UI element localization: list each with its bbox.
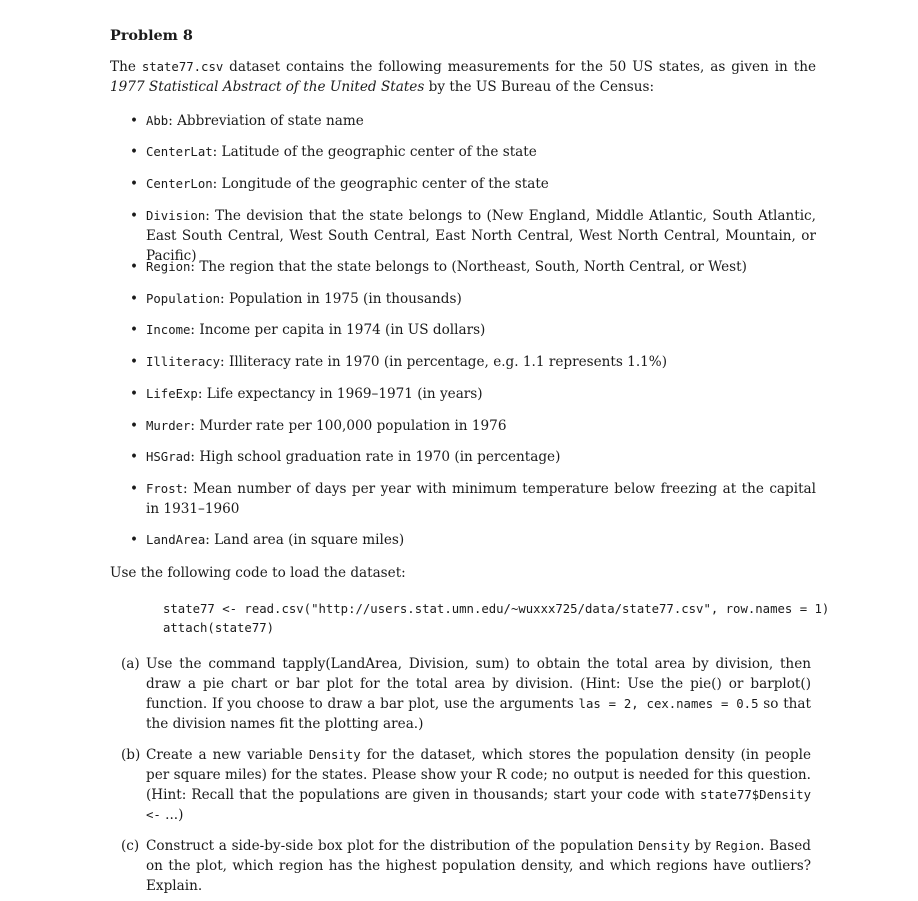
variable-desc: : High school graduation rate in 1970 (in percentage) [190,449,561,465]
part-text: for the dataset, which stores the population density (in people per square miles) for the states. Please show your R code; no output is needed for this question. (Hint: Recall that the populations are given in thousands; start your code with [146,747,811,803]
part-label: (c) [121,838,140,854]
code-line-2: attach(state77) [163,621,275,635]
bullet-icon: • [130,144,139,160]
variable-desc: : Population in 1975 (in thousands) [220,291,462,307]
bullet-icon: • [130,386,139,402]
inline-code: Density [308,748,361,762]
bullet-icon: • [130,259,139,275]
variable-name: Region [146,260,191,274]
part-label: (a) [121,656,140,672]
variable-name: CenterLon [146,177,213,191]
code-line-1: state77 <- read.csv("http://users.stat.umn.edu/~wuxxx725/data/state77.csv", row.names = 1) [163,602,830,616]
intro-paragraph [110,57,816,97]
problem-title: Problem 8 [110,27,193,44]
part-text: ...) [160,807,184,823]
bullet-icon: • [130,449,139,465]
part-text: Use the command tapply(LandArea, Division, sum) to obtain the total area by division, then draw a pie chart or bar plot for the total area by division. (Hint: Use the pie() or barplot() function. If you choose to draw a bar plot, use the arguments [146,656,811,712]
inline-code: Region [715,839,761,853]
variable-name: LandArea [146,533,206,547]
part-text: Construct a side-by-side box plot for the distribution of the population [146,838,639,854]
variable-name: Population [146,292,221,306]
inline-code: state77$Density <- [146,788,811,822]
variable-desc: : Income per capita in 1974 (in US dollars) [190,322,486,338]
variable-name: Abb [146,114,169,128]
variable-name: Murder [146,419,191,433]
variable-desc: : Land area (in square miles) [205,532,405,548]
variable-name: Frost [146,482,184,496]
dataset-filename: state77.csv [141,60,224,74]
intro-text-2: dataset contains the following measurements for the 50 US states, as given in the [223,59,816,75]
variable-name: Division [146,209,206,223]
bullet-icon: • [130,481,139,497]
intro-text-3: by the US Bureau of the Census: [424,79,655,95]
variable-desc: : Murder rate per 100,000 population in 1976 [190,418,507,434]
variable-name: LifeExp [146,387,198,401]
bullet-icon: • [130,532,139,548]
bullet-icon: • [130,113,139,129]
part-label: (b) [121,747,141,763]
load-instruction: Use the following code to load the dataset: [110,565,406,581]
part-text: Create a new variable [146,747,309,763]
variable-desc: : The region that the state belongs to (Northeast, South, North Central, or West) [190,259,747,275]
intro-text-1: The [110,59,142,75]
variable-desc: : Illiteracy rate in 1970 (in percentage, e.g. 1.1 represents 1.1%) [220,354,668,370]
variable-desc: : Mean number of days per year with minimum temperature below freezing at the capital in 1931–1960 [146,481,816,517]
variable-desc: : Longitude of the geographic center of the state [212,176,549,192]
variable-desc: : Life expectancy in 1969–1971 (in years) [197,386,483,402]
part-text: . Based on the plot, which region has the highest population density, and which regions have outliers? Explain. [146,838,811,894]
part-text: by [690,838,716,854]
bullet-icon: • [130,176,139,192]
variable-desc: : Latitude of the geographic center of the state [212,144,537,160]
variable-name: Income [146,323,191,337]
variable-name: CenterLat [146,145,213,159]
part-text: so that the division names fit the plotting area.) [146,696,811,732]
bullet-icon: • [130,354,139,370]
source-title: 1977 Statistical Abstract of the United States [110,79,425,95]
inline-code: las = 2, cex.names = 0.5 [578,697,759,711]
variable-desc: : The devision that the state belongs to (New England, Middle Atlantic, South Atlantic, East South Central, West South Central, East North Central, West North Central, Mountain, or Pacific) [146,208,816,264]
bullet-icon: • [130,291,139,307]
variable-name: Illiteracy [146,355,221,369]
variable-desc: : Abbreviation of state name [168,113,364,129]
inline-code: Density [638,839,690,853]
bullet-icon: • [130,208,139,224]
variable-name: HSGrad [146,450,191,464]
bullet-icon: • [130,418,139,434]
bullet-icon: • [130,322,139,338]
